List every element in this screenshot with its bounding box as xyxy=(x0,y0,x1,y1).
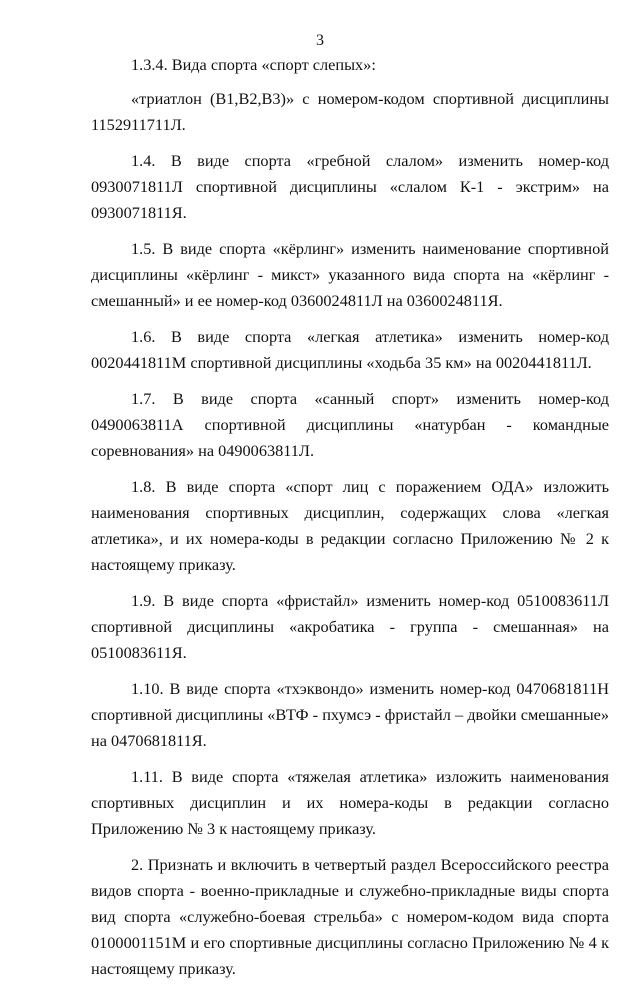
paragraph-1-10: 1.10. В виде спорта «тхэквондо» изменить номер-код 0470681811Н спортивной дисциплины «ВТФ - пхумсэ - фристайл – двойки смешанные» на 0470681811Я. xyxy=(91,679,609,750)
paragraph-1-9: 1.9. В виде спорта «фристайл» изменить номер-код 0510083611Л спортивной дисциплины «акробатика - группа - смешанная» на 0510083611Я. xyxy=(91,591,609,662)
paragraph-1-3-4: 1.3.4. Вида спорта «спорт слепых»: xyxy=(131,55,376,74)
paragraph-1-4: 1.4. В виде спорта «гребной слалом» изменить номер-код 0930071811Л спортивной дисциплины «слалом К-1 - экстрим» на 0930071811Я. xyxy=(91,151,609,222)
paragraph-2: 2. Признать и включить в четвертый раздел Всероссийского реестра видов спорта - военно-прикладные и служебно-прикладные виды спорта вид спорта «служебно-боевая стрельба» с номером-кодом вида спорта 0100001151М и его спортивные дисциплины согласно Приложению № 4 к настоящему приказу. xyxy=(91,855,609,978)
paragraph-1-5: 1.5. В виде спорта «кёрлинг» изменить наименование спортивной дисциплины «кёрлинг - микст» указанного вида спорта на «кёрлинг - смешанный» и ее номер-код 0360024811Л на 0360024811Я. xyxy=(91,239,609,310)
document-body xyxy=(91,52,609,992)
paragraph-1-8: 1.8. В виде спорта «спорт лиц с поражением ОДА» изложить наименования спортивных дисциплин, содержащих слова «легкая атлетика», и их номера-коды в редакции согласно Приложению № 2 к настоящему приказу. xyxy=(91,477,609,574)
paragraph-triathlon: «триатлон (B1,B2,B3)» с номером-кодом спортивной дисциплины 1152911711Л. xyxy=(91,89,609,134)
paragraph-1-11: 1.11. В виде спорта «тяжелая атлетика» изложить наименования спортивных дисциплин и их номера-коды в редакции согласно Приложению № 3 к настоящему приказу. xyxy=(91,767,609,838)
paragraph-1-6: 1.6. В виде спорта «легкая атлетика» изменить номер-код 0020441811М спортивной дисциплины «ходьба 35 км» на 0020441811Л. xyxy=(91,327,609,372)
paragraph-1-7: 1.7. В виде спорта «санный спорт» изменить номер-код 0490063811А спортивной дисциплины «натурбан - командные соревнования» на 0490063811Л. xyxy=(91,389,609,460)
page-number: 3 xyxy=(316,32,324,49)
